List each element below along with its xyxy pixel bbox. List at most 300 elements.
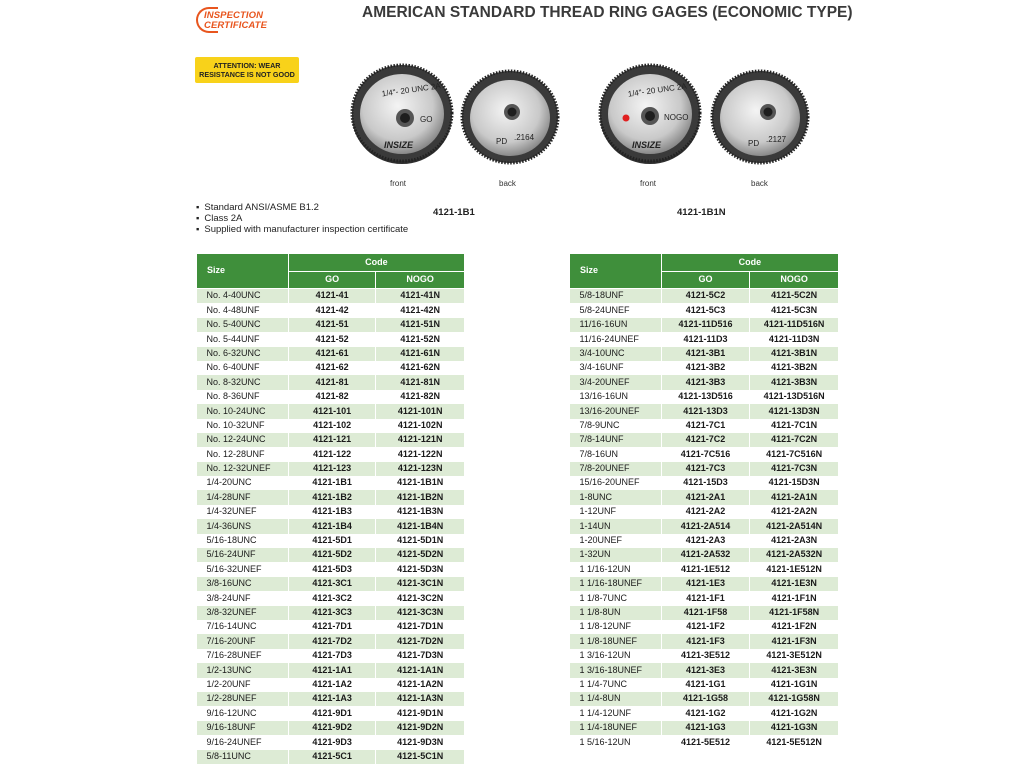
- size-cell: 9/16-24UNEF: [197, 735, 289, 749]
- nogo-code-cell: 4121-122N: [376, 447, 465, 461]
- go-code-cell: 4121-101: [288, 404, 376, 418]
- nogo-code-cell: 4121-5D1N: [376, 534, 465, 548]
- go-code-cell: 4121-2A514: [661, 519, 750, 533]
- left-size-table: [196, 253, 465, 764]
- table-row: [197, 361, 465, 375]
- table-row: [197, 347, 465, 361]
- go-code-cell: 4121-3C3: [288, 606, 376, 620]
- table-row: [197, 390, 465, 404]
- size-cell: 1/2-13UNC: [197, 663, 289, 677]
- table-row: [197, 447, 465, 461]
- go-code-cell: 4121-5E512: [661, 735, 750, 749]
- size-cell: 7/8-14UNF: [570, 433, 662, 447]
- nogo-code-cell: 4121-81N: [376, 375, 465, 389]
- nogo-code-cell: 4121-1B4N: [376, 519, 465, 533]
- table-row: [197, 706, 465, 720]
- go-header: GO: [288, 272, 376, 289]
- size-cell: 1 1/16-18UNEF: [570, 577, 662, 591]
- go-code-cell: 4121-11D3: [661, 332, 750, 346]
- table-row: [197, 634, 465, 648]
- nogo-code-cell: 4121-7D2N: [376, 634, 465, 648]
- nogo-code-cell: 4121-3B1N: [750, 347, 839, 361]
- nogo-code-cell: 4121-7C1N: [750, 419, 839, 433]
- table-row: [197, 692, 465, 706]
- size-cell: 1/4-28UNF: [197, 490, 289, 504]
- logo-line-2: CERTIFICATE: [204, 20, 268, 31]
- table-row: [197, 476, 465, 490]
- nogo-code-cell: 4121-42N: [376, 303, 465, 317]
- go-code-cell: 4121-1G2: [661, 706, 750, 720]
- nogo-gauge-back-image: [710, 62, 810, 168]
- go-code-cell: 4121-2A2: [661, 505, 750, 519]
- size-cell: 13/16-16UN: [570, 390, 662, 404]
- nogo-code-cell: 4121-1F2N: [750, 620, 839, 634]
- size-cell: 15/16-20UNEF: [570, 476, 662, 490]
- go-gauge-front-image: [350, 58, 454, 168]
- table-row: [197, 462, 465, 476]
- table-row: [570, 663, 839, 677]
- nogo-code-cell: 4121-5D2N: [376, 548, 465, 562]
- nogo-back-pd-label: PD: [748, 139, 760, 148]
- nogo-code-cell: 4121-123N: [376, 462, 465, 476]
- nogo-code-cell: 4121-3B3N: [750, 375, 839, 389]
- size-cell: No. 12-28UNF: [197, 447, 289, 461]
- table-row: [570, 678, 839, 692]
- size-cell: 1 1/8-8UN: [570, 606, 662, 620]
- nogo-code-cell: 4121-13D516N: [750, 390, 839, 404]
- go-code-cell: 4121-5C2: [661, 289, 750, 304]
- go-code-cell: 4121-5C1: [288, 750, 376, 764]
- size-cell: 1-14UN: [570, 519, 662, 533]
- code-header: Code: [288, 254, 464, 272]
- spec-item: ▪ Standard ANSI/ASME B1.2: [196, 202, 408, 213]
- nogo-code-cell: 4121-1A1N: [376, 663, 465, 677]
- size-cell: 1 1/8-12UNF: [570, 620, 662, 634]
- nogo-code-cell: 4121-3C2N: [376, 591, 465, 605]
- table-row: [197, 433, 465, 447]
- size-cell: No. 4-48UNF: [197, 303, 289, 317]
- go-code-cell: 4121-3B1: [661, 347, 750, 361]
- size-cell: No. 8-32UNC: [197, 375, 289, 389]
- nogo-code-cell: 4121-2A2N: [750, 505, 839, 519]
- table-row: [197, 678, 465, 692]
- go-code-cell: 4121-42: [288, 303, 376, 317]
- size-cell: 1 5/16-12UN: [570, 735, 662, 749]
- size-cell: 3/4-16UNF: [570, 361, 662, 375]
- nogo-code-cell: 4121-1B1N: [376, 476, 465, 490]
- go-code-cell: 4121-1A3: [288, 692, 376, 706]
- nogo-code-cell: 4121-101N: [376, 404, 465, 418]
- nogo-code-cell: 4121-1G1N: [750, 678, 839, 692]
- size-cell: No. 5-44UNF: [197, 332, 289, 346]
- table-row: [197, 519, 465, 533]
- nogo-code-cell: 4121-11D3N: [750, 332, 839, 346]
- go-code-cell: 4121-9D1: [288, 706, 376, 720]
- nogo-code-cell: 4121-7C516N: [750, 447, 839, 461]
- nogo-code-cell: 4121-3B2N: [750, 361, 839, 375]
- nogo-code-cell: 4121-7D1N: [376, 620, 465, 634]
- go-code-cell: 4121-5D2: [288, 548, 376, 562]
- table-row: [197, 505, 465, 519]
- go-code-cell: 4121-9D3: [288, 735, 376, 749]
- go-code-cell: 4121-1G3: [661, 721, 750, 735]
- go-front-caption: front: [390, 179, 407, 188]
- size-cell: 11/16-24UNEF: [570, 332, 662, 346]
- nogo-red-dot-icon: [623, 115, 630, 122]
- size-cell: No. 6-40UNF: [197, 361, 289, 375]
- size-cell: 1 3/16-18UNEF: [570, 663, 662, 677]
- go-back-caption: back: [499, 179, 516, 188]
- right-size-table: [569, 253, 839, 750]
- go-code-cell: 4121-3E512: [661, 649, 750, 663]
- go-code-cell: 4121-13D3: [661, 404, 750, 418]
- go-front-brand: INSIZE: [384, 140, 414, 150]
- go-code-cell: 4121-82: [288, 390, 376, 404]
- table-row: [570, 548, 839, 562]
- table-row: [570, 404, 839, 418]
- table-row: [197, 318, 465, 332]
- table-row: [197, 490, 465, 504]
- go-code-cell: 4121-1G1: [661, 678, 750, 692]
- nogo-code-cell: 4121-1G3N: [750, 721, 839, 735]
- nogo-code-cell: 4121-13D3N: [750, 404, 839, 418]
- nogo-code-cell: 4121-52N: [376, 332, 465, 346]
- nogo-code-cell: 4121-11D516N: [750, 318, 839, 332]
- size-cell: No. 10-32UNF: [197, 419, 289, 433]
- go-code-cell: 4121-122: [288, 447, 376, 461]
- go-code-cell: 4121-3C1: [288, 577, 376, 591]
- table-row: [197, 591, 465, 605]
- go-code-cell: 4121-1A1: [288, 663, 376, 677]
- nogo-header: NOGO: [750, 272, 839, 289]
- go-code-cell: 4121-1G58: [661, 692, 750, 706]
- size-cell: 1 1/8-7UNC: [570, 591, 662, 605]
- go-code-cell: 4121-62: [288, 361, 376, 375]
- nogo-code-cell: 4121-1F1N: [750, 591, 839, 605]
- table-row: [197, 419, 465, 433]
- go-code-cell: 4121-81: [288, 375, 376, 389]
- go-code-cell: 4121-1F58: [661, 606, 750, 620]
- size-cell: 9/16-18UNF: [197, 721, 289, 735]
- go-code-cell: 4121-7C3: [661, 462, 750, 476]
- attention-badge: ATTENTION: WEAR RESISTANCE IS NOT GOOD: [195, 57, 299, 83]
- size-cell: 1 1/4-8UN: [570, 692, 662, 706]
- size-cell: No. 10-24UNC: [197, 404, 289, 418]
- table-row: [197, 534, 465, 548]
- size-cell: 5/16-24UNF: [197, 548, 289, 562]
- size-header: Size: [197, 254, 289, 289]
- nogo-gauge-front-image: [598, 58, 702, 168]
- table-row: [570, 476, 839, 490]
- nogo-code-cell: 4121-2A514N: [750, 519, 839, 533]
- table-row: [570, 706, 839, 720]
- table-row: [197, 404, 465, 418]
- size-cell: 3/8-16UNC: [197, 577, 289, 591]
- nogo-code-cell: 4121-3C3N: [376, 606, 465, 620]
- size-cell: 1/2-20UNF: [197, 678, 289, 692]
- table-row: [197, 577, 465, 591]
- size-cell: 7/8-16UN: [570, 447, 662, 461]
- size-cell: 1-32UN: [570, 548, 662, 562]
- go-code-cell: 4121-3E3: [661, 663, 750, 677]
- nogo-code-cell: 4121-3E3N: [750, 663, 839, 677]
- go-front-thread-label: 1/4"- 20 UNC 2A: [381, 81, 442, 99]
- nogo-code-cell: 4121-51N: [376, 318, 465, 332]
- size-cell: 7/16-28UNEF: [197, 649, 289, 663]
- table-row: [570, 433, 839, 447]
- spec-list: [196, 202, 408, 235]
- table-row: [570, 361, 839, 375]
- go-model-code: 4121-1B1: [433, 207, 475, 218]
- size-cell: 3/8-32UNEF: [197, 606, 289, 620]
- go-code-cell: 4121-102: [288, 419, 376, 433]
- size-cell: 1-12UNF: [570, 505, 662, 519]
- size-cell: 5/8-24UNEF: [570, 303, 662, 317]
- nogo-code-cell: 4121-2A532N: [750, 548, 839, 562]
- go-front-mark: GO: [420, 115, 433, 124]
- size-cell: 1 1/4-18UNEF: [570, 721, 662, 735]
- size-cell: 1/4-32UNEF: [197, 505, 289, 519]
- table-row: [570, 735, 839, 749]
- size-cell: 13/16-20UNEF: [570, 404, 662, 418]
- go-code-cell: 4121-5C3: [661, 303, 750, 317]
- size-cell: 5/16-32UNEF: [197, 562, 289, 576]
- table-row: [570, 318, 839, 332]
- table-row: [570, 303, 839, 317]
- go-code-cell: 4121-1E3: [661, 577, 750, 591]
- nogo-code-cell: 4121-5C3N: [750, 303, 839, 317]
- size-cell: No. 5-40UNC: [197, 318, 289, 332]
- go-code-cell: 4121-2A532: [661, 548, 750, 562]
- table-row: [570, 505, 839, 519]
- size-cell: 3/4-10UNC: [570, 347, 662, 361]
- nogo-front-brand: INSIZE: [632, 140, 662, 150]
- table-row: [570, 591, 839, 605]
- nogo-code-cell: 4121-2A1N: [750, 490, 839, 504]
- table-row: [570, 534, 839, 548]
- go-code-cell: 4121-52: [288, 332, 376, 346]
- table-row: [197, 303, 465, 317]
- table-row: [197, 289, 465, 304]
- nogo-code-cell: 4121-102N: [376, 419, 465, 433]
- size-cell: No. 6-32UNC: [197, 347, 289, 361]
- go-header: GO: [661, 272, 750, 289]
- go-code-cell: 4121-7C516: [661, 447, 750, 461]
- go-code-cell: 4121-7C1: [661, 419, 750, 433]
- nogo-code-cell: 4121-5D3N: [376, 562, 465, 576]
- size-cell: 1/4-20UNC: [197, 476, 289, 490]
- size-cell: 5/16-18UNC: [197, 534, 289, 548]
- size-cell: No. 4-40UNC: [197, 289, 289, 304]
- go-code-cell: 4121-15D3: [661, 476, 750, 490]
- size-cell: 1 1/4-7UNC: [570, 678, 662, 692]
- spec-item: ▪ Class 2A: [196, 213, 408, 224]
- table-row: [570, 289, 839, 304]
- nogo-back-pd-value: .2127: [766, 135, 787, 144]
- nogo-code-cell: 4121-61N: [376, 347, 465, 361]
- table-row: [570, 606, 839, 620]
- nogo-code-cell: 4121-1A3N: [376, 692, 465, 706]
- table-row: [197, 721, 465, 735]
- size-cell: 1 3/16-12UN: [570, 649, 662, 663]
- table-row: [570, 519, 839, 533]
- go-code-cell: 4121-2A1: [661, 490, 750, 504]
- nogo-code-cell: 4121-41N: [376, 289, 465, 304]
- nogo-code-cell: 4121-7C2N: [750, 433, 839, 447]
- nogo-code-cell: 4121-9D3N: [376, 735, 465, 749]
- nogo-code-cell: 4121-3C1N: [376, 577, 465, 591]
- table-row: [197, 649, 465, 663]
- go-code-cell: 4121-3B2: [661, 361, 750, 375]
- nogo-code-cell: 4121-3E512N: [750, 649, 839, 663]
- table-row: [570, 721, 839, 735]
- table-row: [197, 620, 465, 634]
- table-row: [197, 606, 465, 620]
- nogo-header: NOGO: [376, 272, 465, 289]
- go-code-cell: 4121-1E512: [661, 562, 750, 576]
- table-row: [570, 634, 839, 648]
- size-cell: 7/8-9UNC: [570, 419, 662, 433]
- table-row: [197, 750, 465, 764]
- size-cell: 7/8-20UNEF: [570, 462, 662, 476]
- size-cell: 1 1/16-12UN: [570, 562, 662, 576]
- go-back-pd-value: .2164: [514, 133, 535, 142]
- go-code-cell: 4121-7D2: [288, 634, 376, 648]
- nogo-front-caption: front: [640, 179, 657, 188]
- nogo-code-cell: 4121-1E512N: [750, 562, 839, 576]
- go-back-pd-label: PD: [496, 137, 508, 146]
- nogo-code-cell: 4121-7D3N: [376, 649, 465, 663]
- go-code-cell: 4121-9D2: [288, 721, 376, 735]
- size-cell: No. 8-36UNF: [197, 390, 289, 404]
- size-cell: 1-20UNEF: [570, 534, 662, 548]
- table-row: [197, 375, 465, 389]
- nogo-code-cell: 4121-1F58N: [750, 606, 839, 620]
- go-code-cell: 4121-1F2: [661, 620, 750, 634]
- nogo-code-cell: 4121-1B2N: [376, 490, 465, 504]
- table-row: [570, 620, 839, 634]
- nogo-code-cell: 4121-1E3N: [750, 577, 839, 591]
- go-gauge-back-image: [460, 62, 560, 168]
- go-code-cell: 4121-1A2: [288, 678, 376, 692]
- nogo-code-cell: 4121-2A3N: [750, 534, 839, 548]
- nogo-back-caption: back: [751, 179, 768, 188]
- table-row: [197, 332, 465, 346]
- table-row: [570, 692, 839, 706]
- size-cell: 1 1/8-18UNEF: [570, 634, 662, 648]
- go-code-cell: 4121-1B4: [288, 519, 376, 533]
- table-row: [570, 419, 839, 433]
- size-cell: 9/16-12UNC: [197, 706, 289, 720]
- logo-line-1: INSPECTION: [204, 10, 264, 21]
- go-code-cell: 4121-7D1: [288, 620, 376, 634]
- nogo-front-mark: NOGO: [664, 113, 689, 122]
- go-code-cell: 4121-7C2: [661, 433, 750, 447]
- go-code-cell: 4121-123: [288, 462, 376, 476]
- table-row: [570, 332, 839, 346]
- table-row: [197, 562, 465, 576]
- go-code-cell: 4121-41: [288, 289, 376, 304]
- nogo-code-cell: 4121-5C2N: [750, 289, 839, 304]
- go-code-cell: 4121-13D516: [661, 390, 750, 404]
- go-code-cell: 4121-7D3: [288, 649, 376, 663]
- nogo-code-cell: 4121-1A2N: [376, 678, 465, 692]
- table-row: [570, 649, 839, 663]
- go-code-cell: 4121-1B3: [288, 505, 376, 519]
- go-code-cell: 4121-3C2: [288, 591, 376, 605]
- size-cell: 3/8-24UNF: [197, 591, 289, 605]
- size-cell: 5/8-18UNF: [570, 289, 662, 304]
- table-row: [570, 490, 839, 504]
- nogo-code-cell: 4121-1F3N: [750, 634, 839, 648]
- nogo-front-thread-label: 1/4"- 20 UNC 2A: [627, 81, 688, 99]
- go-code-cell: 4121-1F1: [661, 591, 750, 605]
- table-row: [570, 447, 839, 461]
- nogo-code-cell: 4121-7C3N: [750, 462, 839, 476]
- nogo-code-cell: 4121-82N: [376, 390, 465, 404]
- size-cell: 7/16-20UNF: [197, 634, 289, 648]
- nogo-model-code: 4121-1B1N: [677, 207, 726, 218]
- nogo-code-cell: 4121-9D1N: [376, 706, 465, 720]
- nogo-code-cell: 4121-1B3N: [376, 505, 465, 519]
- code-header: Code: [661, 254, 838, 272]
- size-cell: 1 1/4-12UNF: [570, 706, 662, 720]
- size-cell: No. 12-24UNC: [197, 433, 289, 447]
- nogo-code-cell: 4121-1G58N: [750, 692, 839, 706]
- table-row: [570, 577, 839, 591]
- spec-item: ▪ Supplied with manufacturer inspection certificate: [196, 224, 408, 235]
- nogo-code-cell: 4121-62N: [376, 361, 465, 375]
- go-code-cell: 4121-51: [288, 318, 376, 332]
- inspection-certificate-logo: [196, 5, 286, 37]
- size-cell: 1/2-28UNEF: [197, 692, 289, 706]
- size-cell: 11/16-16UN: [570, 318, 662, 332]
- table-row: [197, 663, 465, 677]
- nogo-code-cell: 4121-9D2N: [376, 721, 465, 735]
- table-row: [570, 390, 839, 404]
- go-code-cell: 4121-121: [288, 433, 376, 447]
- table-row: [570, 347, 839, 361]
- nogo-code-cell: 4121-1G2N: [750, 706, 839, 720]
- size-cell: No. 12-32UNEF: [197, 462, 289, 476]
- size-cell: 1/4-36UNS: [197, 519, 289, 533]
- go-code-cell: 4121-5D1: [288, 534, 376, 548]
- go-code-cell: 4121-1F3: [661, 634, 750, 648]
- size-cell: 1-8UNC: [570, 490, 662, 504]
- page-title: AMERICAN STANDARD THREAD RING GAGES (ECONOMIC TYPE): [362, 4, 853, 21]
- size-cell: 7/16-14UNC: [197, 620, 289, 634]
- table-row: [570, 375, 839, 389]
- nogo-code-cell: 4121-121N: [376, 433, 465, 447]
- go-code-cell: 4121-2A3: [661, 534, 750, 548]
- table-row: [570, 462, 839, 476]
- size-cell: 5/8-11UNC: [197, 750, 289, 764]
- table-row: [570, 562, 839, 576]
- nogo-code-cell: 4121-5C1N: [376, 750, 465, 764]
- go-code-cell: 4121-3B3: [661, 375, 750, 389]
- nogo-code-cell: 4121-5E512N: [750, 735, 839, 749]
- go-code-cell: 4121-1B2: [288, 490, 376, 504]
- go-code-cell: 4121-1B1: [288, 476, 376, 490]
- table-row: [197, 548, 465, 562]
- nogo-code-cell: 4121-15D3N: [750, 476, 839, 490]
- size-header: Size: [570, 254, 662, 289]
- go-code-cell: 4121-61: [288, 347, 376, 361]
- go-code-cell: 4121-5D3: [288, 562, 376, 576]
- table-row: [197, 735, 465, 749]
- size-cell: 3/4-20UNEF: [570, 375, 662, 389]
- go-code-cell: 4121-11D516: [661, 318, 750, 332]
